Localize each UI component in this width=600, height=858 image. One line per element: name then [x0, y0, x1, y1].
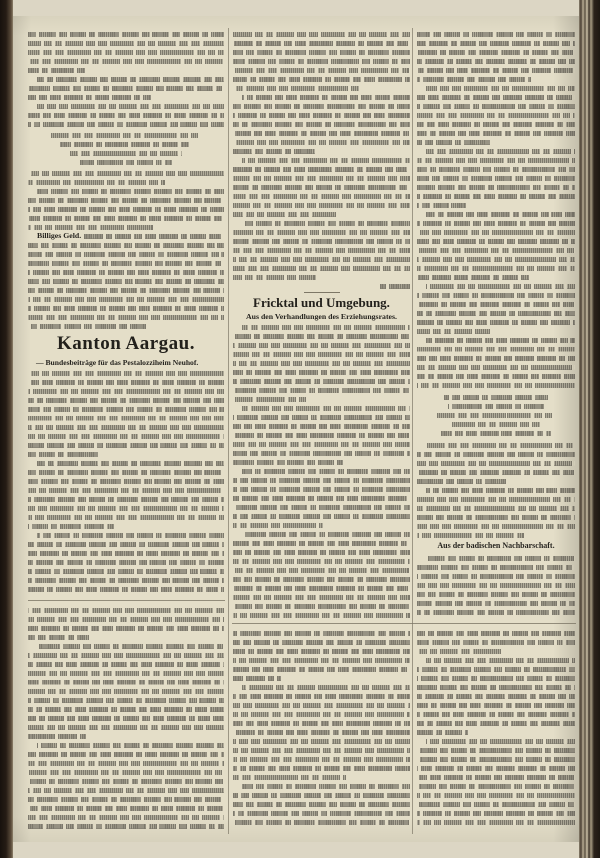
- text-line: [233, 101, 410, 110]
- text-line: [233, 119, 410, 128]
- text-line: [28, 758, 224, 767]
- text-line: [28, 521, 114, 530]
- text-line: [417, 781, 575, 790]
- text-line: [233, 331, 410, 340]
- column-rule: [228, 28, 229, 834]
- text-block: [233, 322, 410, 619]
- left-binding: [0, 0, 13, 858]
- text-line: [233, 245, 410, 254]
- text-line: [452, 419, 540, 428]
- text-line: [28, 476, 224, 485]
- text-line: [233, 718, 410, 727]
- text-line: [28, 377, 224, 386]
- text-line: [80, 157, 172, 166]
- text-line: [417, 308, 575, 317]
- text-block: [28, 240, 224, 330]
- column-middle-lower: [233, 628, 410, 826]
- text-line: [417, 29, 575, 38]
- text-line: [233, 38, 410, 47]
- text-line: [417, 530, 524, 539]
- column-rule: [412, 28, 413, 834]
- text-line: [233, 799, 410, 808]
- text-line: [233, 376, 410, 385]
- separator-rule: [304, 292, 340, 293]
- text-line: [417, 682, 575, 691]
- text-line: [417, 503, 575, 512]
- text-line: [417, 263, 575, 272]
- text-line: [37, 186, 224, 195]
- text-line: [233, 655, 410, 664]
- text-line: [233, 664, 410, 673]
- text-line: [28, 258, 224, 267]
- text-line: [233, 691, 410, 700]
- text-line: [417, 200, 466, 209]
- text-line: [417, 598, 575, 607]
- text-line: [426, 146, 575, 155]
- text-line: [233, 227, 410, 236]
- text-line: [233, 601, 410, 610]
- text-block: [28, 29, 224, 128]
- text-line: [28, 557, 224, 566]
- text-line: [417, 589, 575, 598]
- article-heading: Aus den Verhandlungen des Erziehungsrates.: [246, 312, 397, 321]
- text-line: [28, 119, 224, 128]
- text-line: [28, 249, 224, 258]
- text-line: [417, 380, 575, 389]
- text-line: [28, 686, 224, 695]
- text-line: [233, 164, 410, 173]
- text-block: [417, 628, 575, 826]
- text-line: [417, 817, 575, 826]
- text-line: [37, 740, 224, 749]
- column-left-lower: [28, 605, 224, 830]
- text-line: [417, 718, 575, 727]
- text-line: [233, 146, 318, 155]
- text-line: [233, 209, 336, 218]
- text-line: [233, 673, 281, 682]
- text-line: [233, 272, 316, 281]
- text-line: [417, 512, 575, 521]
- text-line: [426, 83, 575, 92]
- text-line: [233, 709, 410, 718]
- text-line: [233, 412, 410, 421]
- text-line: [84, 231, 224, 240]
- text-line: [28, 213, 224, 222]
- text-line: [233, 137, 410, 146]
- text-block: [417, 440, 575, 539]
- text-line: [28, 222, 153, 231]
- text-line: [28, 584, 224, 593]
- text-line: [28, 668, 224, 677]
- text-line: [28, 614, 224, 623]
- text-line: [426, 281, 575, 290]
- text-line: [233, 182, 410, 191]
- text-line: [28, 623, 224, 632]
- text-line: [233, 646, 410, 655]
- text-line: [28, 38, 224, 47]
- text-block: [233, 29, 410, 281]
- text-line: [242, 529, 410, 538]
- text-line: [37, 74, 224, 83]
- text-line: [28, 47, 224, 56]
- text-line: [28, 110, 224, 119]
- text-line: [233, 394, 307, 403]
- text-line: [28, 503, 224, 512]
- text-block: [417, 29, 575, 389]
- text-line: [417, 173, 575, 182]
- text-line: [417, 362, 575, 371]
- text-line: [28, 449, 101, 458]
- article-heading: — Bundesbeiträge für das Pestalozziheim Neuhof.: [36, 358, 199, 367]
- text-line: [233, 430, 410, 439]
- signature-block: [28, 130, 224, 166]
- right-page-edges: [579, 0, 600, 858]
- text-line: [28, 749, 224, 758]
- text-line: [417, 580, 575, 589]
- text-line: [426, 553, 575, 562]
- text-line: [28, 404, 224, 413]
- text-line: [417, 218, 575, 227]
- text-line: [233, 763, 410, 772]
- text-line: [417, 691, 575, 700]
- text-line: [37, 530, 224, 539]
- text-line: [242, 155, 410, 164]
- text-line: [28, 195, 224, 204]
- text-line: [417, 65, 575, 74]
- text-line: [28, 677, 224, 686]
- text-line: [417, 92, 575, 101]
- text-line: [28, 785, 224, 794]
- text-line: [448, 401, 544, 410]
- text-line: [28, 413, 224, 422]
- text-line: [233, 263, 410, 272]
- text-line: [28, 386, 224, 395]
- text-line: [233, 547, 410, 556]
- text-line: [417, 799, 575, 808]
- text-line: [417, 245, 575, 254]
- text-line: [233, 610, 410, 619]
- text-line: [28, 803, 224, 812]
- text-line: [233, 349, 410, 358]
- feuilleton-rule: [28, 600, 225, 601]
- text-line: [28, 776, 224, 785]
- text-line: [417, 745, 575, 754]
- text-line: [233, 367, 410, 376]
- text-line: [417, 790, 575, 799]
- text-line: [28, 285, 224, 294]
- text-line: [28, 29, 224, 38]
- text-line: [233, 236, 410, 245]
- text-line: [417, 317, 575, 326]
- text-block: [28, 168, 224, 231]
- text-line: [28, 303, 224, 312]
- text-line: [28, 294, 224, 303]
- text-line: [233, 358, 410, 367]
- text-line: [28, 467, 224, 476]
- text-line: [233, 254, 410, 263]
- text-line: [417, 74, 531, 83]
- text-line: [233, 565, 410, 574]
- text-line: [417, 254, 575, 263]
- text-line: [28, 276, 224, 285]
- column-middle-upper: [233, 29, 410, 619]
- text-line: [417, 290, 575, 299]
- text-line: [233, 56, 410, 65]
- text-line: [233, 457, 346, 466]
- text-line: [417, 772, 575, 781]
- text-block: [233, 628, 410, 826]
- text-line: [444, 392, 548, 401]
- text-line: [28, 767, 224, 776]
- text-line: [417, 272, 531, 281]
- text-line: [233, 340, 410, 349]
- text-line: [417, 637, 575, 646]
- text-line: [233, 520, 323, 529]
- column-left-upper: [28, 29, 224, 593]
- text-line: [417, 673, 575, 682]
- text-line: [417, 101, 575, 110]
- text-line: [437, 410, 555, 419]
- text-line: [28, 92, 151, 101]
- text-line: [28, 494, 224, 503]
- text-line: [233, 448, 410, 457]
- article-heading: Aus der badischen Nachbarschaft.: [437, 541, 555, 550]
- verse-block: [417, 392, 575, 437]
- text-line: [28, 731, 89, 740]
- text-line: [70, 148, 182, 157]
- text-block: [417, 553, 575, 616]
- text-line: [28, 168, 224, 177]
- text-line: [242, 218, 410, 227]
- text-line: [426, 485, 575, 494]
- text-line: [417, 628, 575, 637]
- text-line: [28, 722, 224, 731]
- text-line: [233, 83, 359, 92]
- text-line: [233, 421, 410, 430]
- text-line: [28, 422, 224, 431]
- text-line: [28, 177, 165, 186]
- text-line: [242, 781, 410, 790]
- text-line: [417, 110, 575, 119]
- text-line: [417, 727, 468, 736]
- text-line: [417, 571, 575, 580]
- text-line: [28, 539, 224, 548]
- text-line: [28, 321, 146, 330]
- text-line: [417, 521, 575, 530]
- text-line: [233, 493, 410, 502]
- text-line: [233, 128, 410, 137]
- text-line: [417, 700, 575, 709]
- section-heading: Kanton Aargau.: [57, 333, 195, 354]
- text-line: [233, 439, 410, 448]
- text-line: [28, 812, 224, 821]
- text-line: [417, 128, 575, 137]
- text-line: [28, 632, 89, 641]
- text-line: [417, 164, 575, 173]
- text-line: [28, 312, 224, 321]
- text-line: [417, 607, 575, 616]
- text-line: [417, 227, 575, 236]
- text-line: [417, 299, 575, 308]
- text-line: [417, 646, 502, 655]
- signature-line: [380, 281, 410, 290]
- text-line: [28, 440, 224, 449]
- text-line: [28, 713, 224, 722]
- text-line: [60, 139, 192, 148]
- text-line: [417, 236, 575, 245]
- text-line: [417, 494, 575, 503]
- lead-in-text: Billiges Geld.: [37, 231, 82, 240]
- text-line: [233, 47, 410, 56]
- text-line: [417, 344, 575, 353]
- text-line: [242, 682, 410, 691]
- text-line: [426, 655, 575, 664]
- text-line: [233, 736, 410, 745]
- text-line: [417, 47, 575, 56]
- text-line: [28, 368, 224, 377]
- text-line: [233, 385, 410, 394]
- text-line: [426, 440, 575, 449]
- text-line: [28, 704, 224, 713]
- text-line: [417, 119, 575, 128]
- text-line: [233, 700, 410, 709]
- text-line: [233, 29, 410, 38]
- text-line: [37, 458, 224, 467]
- text-line: [426, 209, 575, 218]
- text-line: [28, 695, 224, 704]
- text-line: [417, 182, 575, 191]
- text-line: [426, 736, 575, 745]
- text-line: [233, 745, 410, 754]
- text-line: [417, 191, 575, 200]
- text-line: [28, 794, 224, 803]
- text-line: [233, 191, 410, 200]
- text-line: [417, 155, 575, 164]
- text-line: [417, 371, 575, 380]
- text-line: [28, 431, 224, 440]
- text-line: [233, 484, 410, 493]
- text-line: [242, 322, 410, 331]
- text-line: [233, 511, 410, 520]
- text-line: [28, 512, 224, 521]
- text-line: [417, 467, 575, 476]
- text-line: [233, 772, 346, 781]
- text-line: [233, 173, 410, 182]
- text-line: [233, 502, 410, 511]
- text-line: [417, 56, 575, 65]
- text-line: [28, 56, 224, 65]
- text-line: [441, 428, 551, 437]
- paragraph-lead-line: [28, 231, 224, 240]
- text-line: [28, 821, 224, 830]
- text-line: [417, 449, 575, 458]
- text-line: [233, 74, 410, 83]
- text-line: [233, 727, 410, 736]
- text-line: [233, 556, 410, 565]
- text-line: [28, 83, 224, 92]
- text-line: [426, 335, 575, 344]
- text-line: [233, 583, 410, 592]
- text-line: [37, 641, 224, 650]
- text-line: [28, 548, 224, 557]
- section-heading: Fricktal und Umgebung.: [253, 295, 390, 310]
- text-line: [233, 754, 410, 763]
- text-line: [28, 204, 224, 213]
- text-line: [28, 650, 224, 659]
- text-line: [233, 628, 410, 637]
- text-line: [233, 538, 410, 547]
- text-line: [37, 101, 224, 110]
- text-line: [28, 659, 224, 668]
- text-line: [417, 353, 575, 362]
- text-line: [417, 458, 575, 467]
- text-line: [242, 403, 410, 412]
- text-line: [233, 817, 410, 826]
- text-line: [28, 485, 224, 494]
- text-line: [233, 592, 410, 601]
- text-line: [417, 754, 575, 763]
- text-line: [417, 808, 575, 817]
- text-line: [28, 267, 224, 276]
- text-block: [28, 605, 224, 830]
- text-line: [28, 566, 224, 575]
- text-line: [417, 137, 490, 146]
- text-line: [417, 562, 575, 571]
- text-line: [242, 92, 410, 101]
- text-line: [233, 475, 410, 484]
- column-right-lower: [417, 628, 575, 826]
- text-line: [417, 664, 575, 673]
- text-line: [233, 110, 410, 119]
- text-line: [417, 763, 575, 772]
- text-line: [417, 38, 575, 47]
- text-line: [28, 395, 224, 404]
- text-line: [51, 130, 201, 139]
- text-line: [417, 326, 490, 335]
- text-line: [233, 65, 410, 74]
- text-block: [28, 368, 224, 593]
- text-line: [417, 709, 575, 718]
- text-line: [417, 476, 509, 485]
- text-line: [28, 65, 85, 74]
- text-line: [28, 575, 224, 584]
- text-line: [233, 637, 410, 646]
- text-line: [242, 466, 410, 475]
- feuilleton-rule: [232, 623, 576, 624]
- text-line: [28, 240, 224, 249]
- column-right-upper: [417, 29, 575, 616]
- text-line: [233, 790, 410, 799]
- text-line: [233, 200, 410, 209]
- text-line: [233, 574, 410, 583]
- text-line: [28, 605, 224, 614]
- text-line: [233, 808, 410, 817]
